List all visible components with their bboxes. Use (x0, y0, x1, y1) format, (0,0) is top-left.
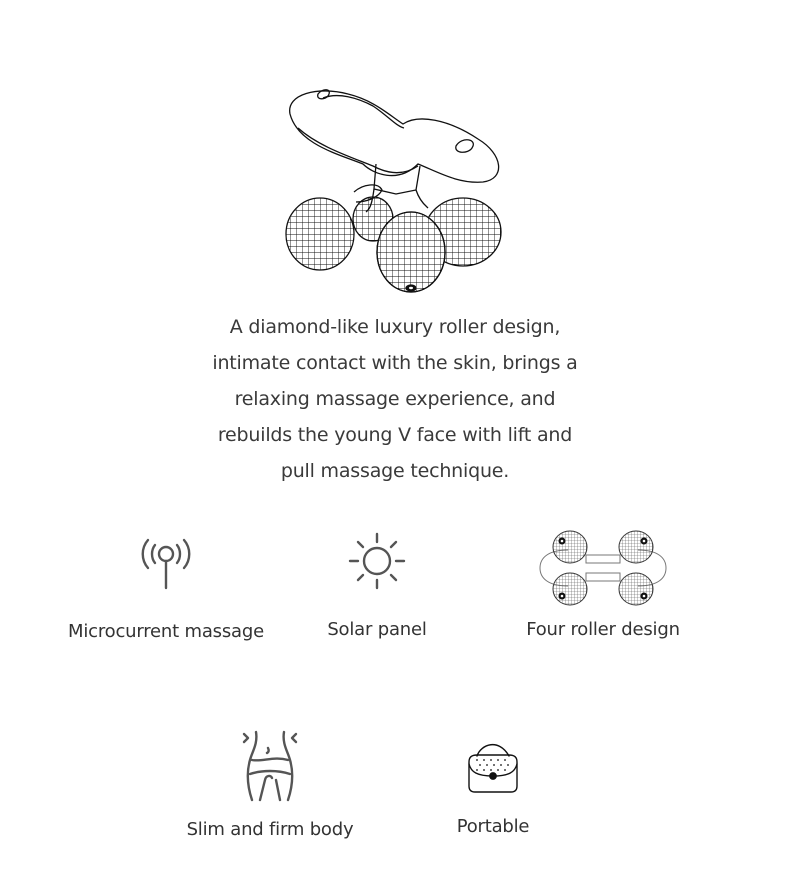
feature-label: Slim and firm body (186, 819, 354, 840)
feature-label: Four roller design (526, 619, 680, 640)
description-line: intimate contact with the skin, brings a (212, 352, 578, 374)
handbag-icon (463, 740, 523, 796)
feature-microcurrent (60, 536, 272, 642)
waist-slim-icon (238, 730, 302, 804)
feature-label: Solar panel (327, 619, 427, 640)
description-line: rebuilds the young V face with lift and (217, 424, 573, 446)
description-line: pull massage technique. (280, 460, 510, 482)
feature-solar-panel (317, 531, 437, 640)
feature-slim-body (170, 730, 370, 840)
feature-portable (433, 740, 553, 837)
feature-label: Microcurrent massage (68, 621, 264, 642)
feature-four-roller (503, 528, 703, 640)
description-line: A diamond-like luxury roller design, (229, 316, 561, 338)
four-rollers-icon (538, 528, 668, 608)
product-illustration (278, 84, 510, 296)
signal-antenna-icon (136, 536, 196, 592)
product-description (150, 309, 640, 489)
feature-label: Portable (456, 816, 530, 837)
description-line: relaxing massage experience, and (234, 388, 556, 410)
sun-icon (347, 531, 407, 591)
